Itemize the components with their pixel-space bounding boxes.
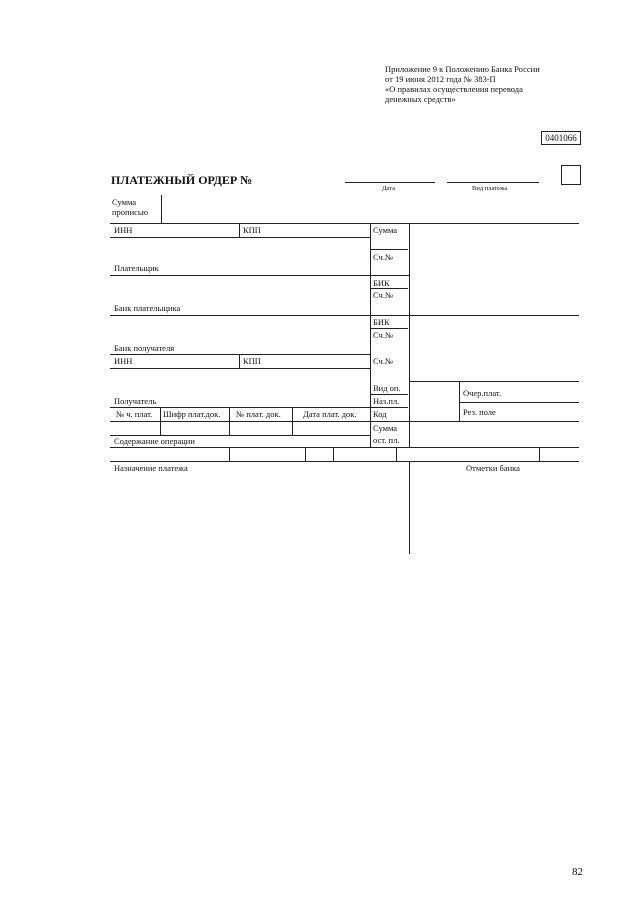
col-divider-values (409, 223, 410, 447)
rule-inn2-bottom (110, 368, 370, 369)
cipher-label: Шифр плат.док. (163, 409, 221, 419)
col-divider-labels (370, 223, 371, 447)
amount-words-divider (161, 195, 162, 223)
amount-label: Сумма (373, 225, 398, 235)
payment-purpose-label: Назначение платежа (114, 463, 188, 473)
code-label: Код (373, 409, 387, 419)
payee-label: Получатель (114, 396, 157, 406)
docs-div-3 (292, 407, 293, 435)
payer-label: Плательщик (114, 263, 159, 273)
rule-bik2-bottom (370, 328, 408, 329)
purpose-short-label: Наз.пл. (373, 396, 400, 406)
payment-type-line (447, 182, 539, 183)
purpose-marks-divider (409, 461, 410, 554)
strip-div-2 (305, 447, 306, 461)
appendix-line-2: от 19 июня 2012 года № 383-П (385, 74, 496, 84)
rule-code-bottom (110, 421, 579, 422)
rule-inn-bottom (110, 237, 370, 238)
amount-words-label-2: прописью (112, 207, 149, 217)
strip-div-1 (229, 447, 230, 461)
bik-label-payee-bank: БИК (373, 317, 390, 327)
kpp1-divider (239, 223, 240, 237)
appendix-note (385, 64, 540, 104)
rule-ops-top (410, 381, 579, 382)
rule-strip-bottom (110, 461, 579, 462)
corr-account-label-1: Сч.№ (373, 290, 394, 300)
rule-amount-bottom (370, 249, 408, 250)
amount-words-label-1: Сумма (112, 197, 137, 207)
rule-1 (110, 223, 579, 224)
strip-div-5 (539, 447, 540, 461)
form-title: ПЛАТЕЖНЫЙ ОРДЕР № (111, 173, 253, 187)
strip-div-4 (396, 447, 397, 461)
operation-content-label: Содержание операции (114, 436, 195, 446)
page-number: 82 (572, 866, 583, 878)
priority-divider (459, 381, 460, 421)
rule-opsline-1 (370, 394, 408, 395)
payer-bank-label: Банк плательщика (114, 303, 181, 313)
form-status-box (561, 165, 581, 185)
appendix-line-3: «О правилах осуществления перевода (385, 84, 523, 94)
appendix-line-4: денежных средств» (385, 94, 456, 104)
reserve-label: Рез. поле (463, 407, 496, 417)
kpp2-divider (239, 354, 240, 368)
doc-no-label: № плат. док. (236, 409, 281, 419)
rule-payer-bottom (110, 275, 410, 276)
inn-label-payer: ИНН (114, 225, 133, 235)
docs-div-1 (160, 407, 161, 435)
rule-payer-bank-bottom (110, 315, 579, 316)
date-line (345, 182, 435, 183)
remaining-amount-label-2: ост. пл. (373, 435, 400, 445)
payee-account-label: Сч.№ (373, 356, 394, 366)
kpp-label-payee: КПП (243, 356, 261, 366)
rule-priority-bottom (460, 402, 579, 403)
partial-no-label: № ч. плат. (116, 409, 153, 419)
corr-account-label-2: Сч.№ (373, 330, 394, 340)
payee-bank-label: Банк получателя (114, 343, 175, 353)
rule-payee-bank-bottom (110, 354, 370, 355)
payment-type-label: Вид платежа (472, 185, 508, 192)
payer-account-label: Сч.№ (373, 252, 394, 262)
kpp-label-payer: КПП (243, 225, 261, 235)
rule-content-bottom (110, 447, 579, 448)
strip-div-3 (333, 447, 334, 461)
bik-label-payer-bank: БИК (373, 278, 390, 288)
bank-marks-label: Отметки банка (466, 463, 520, 473)
form-code: 0401066 (541, 131, 581, 145)
appendix-line-1: Приложение 9 к Положению Банка России (385, 64, 540, 74)
remaining-amount-label-1: Сумма (373, 423, 398, 433)
doc-date-label: Дата плат. док. (303, 409, 357, 419)
docs-div-2 (229, 407, 230, 435)
date-label: Дата (382, 185, 395, 192)
rule-payee-bottom (110, 407, 408, 408)
rule-bik1-top (370, 288, 408, 289)
op-type-label: Вид оп. (373, 383, 401, 393)
inn-label-payee: ИНН (114, 356, 133, 366)
priority-label: Очер.плат. (463, 388, 502, 398)
